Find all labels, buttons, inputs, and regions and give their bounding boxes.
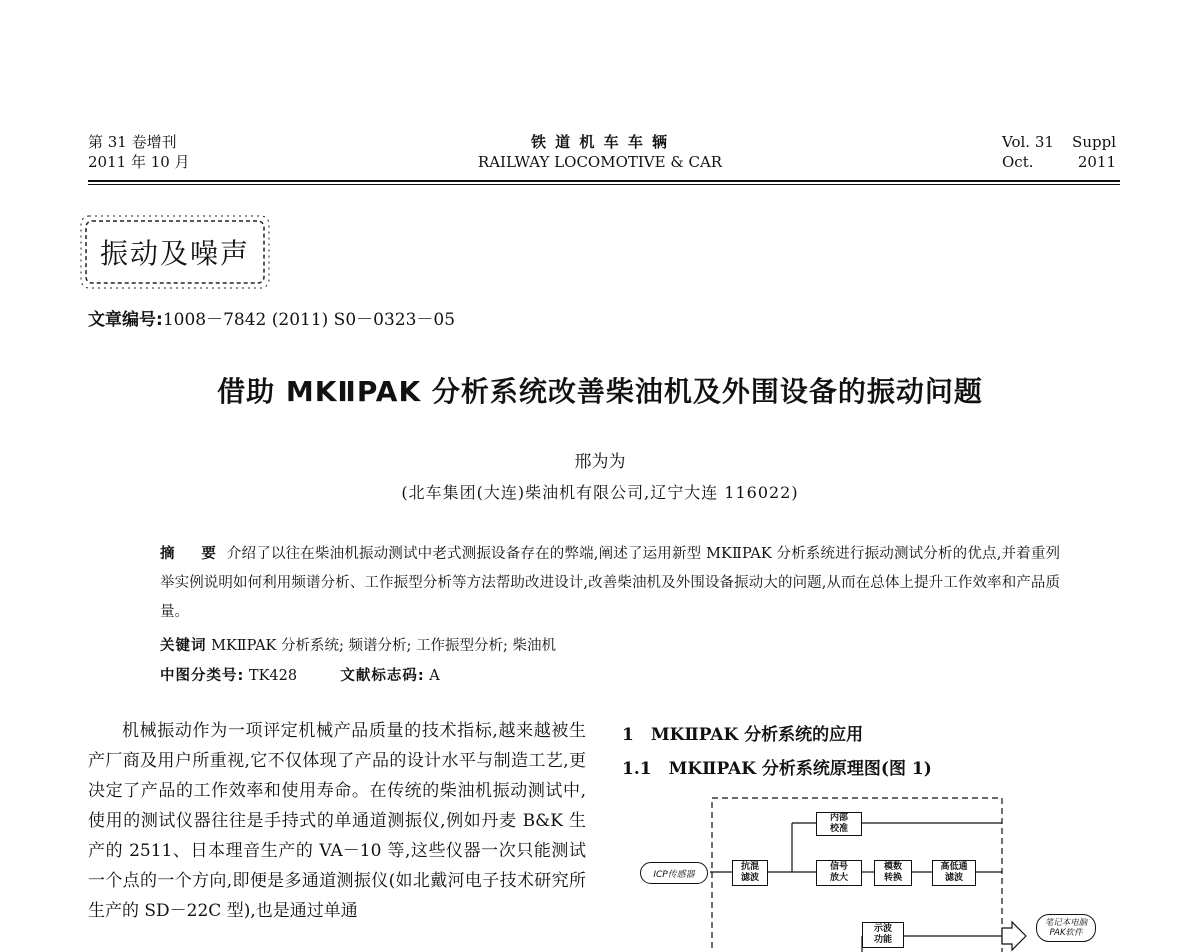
abstract-label: 摘 要 [160,546,223,562]
journal-issue [88,132,190,172]
classification-label: 中图分类号: [160,668,245,684]
vol-label: Vol. 31 [1002,133,1054,151]
keywords-label: 关键词 [160,638,207,654]
laptop-pak-software: 笔记本电脑 PAK软件 [1036,914,1096,942]
month-label: Oct. [1002,153,1034,171]
journal-volume-cn: 第 31 卷增刊 [88,133,177,151]
system-diagram [640,790,1040,952]
column-badge: 振动及噪声 [99,237,250,270]
paper-title: 借助 MKⅡPAK 分析系统改善柴油机及外围设备的振动问题 [217,375,983,408]
header-rule [88,180,1120,182]
keywords-text: MKⅡPAK 分析系统; 频谱分析; 工作振型分析; 柴油机 [211,638,556,654]
internal-calibration-block: 内部 校准 [816,812,862,836]
body-paragraph: 机械振动作为一项评定机械产品质量的技术指标,越来越被生产厂商及用户所重视,它不仅体现了产品的设计水平与制造工艺,更决定了产品的工作效率和使用寿命。在传统的柴油机振动测试中,使用的测试仪器往往是手持式的单通道测振仪,例如丹麦 B&K 生产的 2511、日本理音生产的 VA－10 等,这些仪器一次只能测试一个点的一个方向,即便是多通道测振仪(如北戴河电子技术研究所生产的 SD－22C 型),也是通过单通 [88,721,586,921]
section-heading-1: 1 MKⅡPAK 分析系统的应用 [622,725,864,745]
journal-issue-en [1002,132,1116,172]
high-low-pass-block: 高低通 滤波 [932,860,976,886]
icp-sensor: ICP传感器 [640,862,708,884]
signal-amplifier-block: 信号 放大 [816,860,862,886]
keywords [160,634,556,655]
abstract [160,540,1060,627]
abstract-text: 介绍了以往在柴油机振动测试中老式测振设备存在的弊端,阐述了运用新型 MKⅡPAK 分析系统进行振动测试分析的优点,并着重列举实例说明如何利用频谱分析、工作振型分析等方法帮助改进设计,改善柴油机及外围设备振动大的问题,从而在总体上提升工作效率和产品质量。 [160,546,1061,620]
author: 邢为为 [574,452,626,472]
doc-code-label: 文献标志码: [340,668,425,684]
antialias-filter-block: 抗混 滤波 [732,860,768,886]
doc-code-value: A [429,668,440,684]
year-label: 2011 [1077,153,1116,171]
section-heading-1-1: 1.1 MKⅡPAK 分析系统原理图(图 1) [622,759,932,779]
affiliation: (北车集团(大连)柴油机有限公司,辽宁大连 116022) [401,483,799,502]
suppl-label: Suppl [1072,133,1116,151]
article-number [88,305,455,330]
journal-name-en: RAILWAY LOCOMOTIVE & CAR [477,153,723,171]
journal-name-cn: 铁 道 机 车 车 辆 [530,133,670,151]
journal-name [400,132,800,172]
adc-block: 模数 转换 [874,860,912,886]
header-rule-thin [88,184,1120,185]
journal-date-cn: 2011 年 10 月 [88,153,190,171]
oscilloscope-function-block: 示波 功能 [862,922,904,948]
article-number-value: 1008－7842 (2011) S0－0323－05 [162,310,456,330]
classification-value: TK428 [248,668,298,684]
classification [160,664,440,685]
article-number-label: 文章编号: [88,310,163,330]
